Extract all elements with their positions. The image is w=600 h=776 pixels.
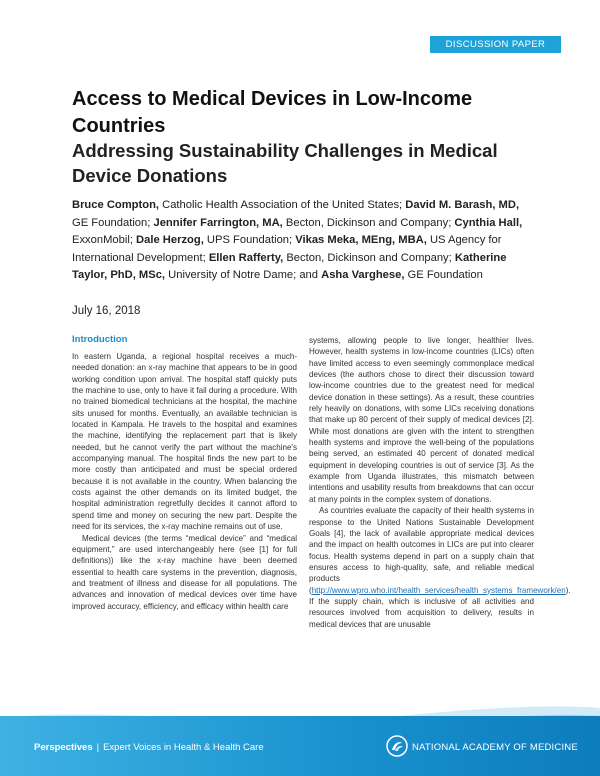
author-affiliation: Becton, Dickinson and Company; xyxy=(282,216,455,229)
author-name: Cynthia Hall, xyxy=(454,216,523,229)
footer-series xyxy=(34,742,264,753)
author-affiliation: US Agency for International Development; xyxy=(72,234,502,264)
paper-title: Access to Medical Devices in Low-Income Countries xyxy=(72,88,473,137)
author-name: Asha Varghese, xyxy=(321,269,405,282)
author-affiliation: UPS Foundation; xyxy=(203,234,296,247)
paper-subtitle: Addressing Sustainability Challenges in Medical Device Donations xyxy=(72,140,498,186)
author-name: Bruce Compton, xyxy=(72,199,160,211)
paragraph-text: ). If the supply chain, which is inclusive of all activities and resources involved from acquisition to delivery, results in medical devices that are unusable xyxy=(309,585,571,629)
author-list xyxy=(72,197,532,285)
publication-date: July 16, 2018 xyxy=(72,305,141,317)
author-name: Vikas Meka, MEng, MBA, xyxy=(295,234,427,247)
author-affiliation: University of Notre Dame; and xyxy=(165,269,322,282)
author-affiliation: ExxonMobil; xyxy=(72,234,137,247)
author-affiliation: GE Foundation; xyxy=(72,216,154,229)
author-name: David M. Barash, MD, xyxy=(405,199,520,211)
author-affiliation: GE Foundation xyxy=(404,269,483,282)
left-column xyxy=(72,334,297,612)
author-name: Dale Herzog, xyxy=(136,234,204,247)
author-name: Katherine Taylor, PhD, MSc, xyxy=(72,251,507,282)
author-name: Ellen Rafferty, xyxy=(208,251,284,264)
body-paragraph: systems, allowing people to live longer, healthier lives. However, health systems in low-income countries (LICs) often have limited access to even seemingly commonplace medical devices (the authors chose to direct their discussion toward low-income countries due to the greatest need for medical device donation in these settings). As a result, these countries rely heavily on donations, with some LICs receiving donations that make up 80 percent of their supply of medical devices [2]. While most donations are given with the intent to strengthen health systems and improve the well-being of the populations being served, an estimated 40 percent of donated medical equipment in developing countries is out of service [3]. As the example from Uganda illustrates, this mismatch between intentions and usability results from breakdowns that can occur at many points in the complex system of donations. xyxy=(309,336,534,504)
footer-tagline: Expert Voices in Health & Health Care xyxy=(103,742,264,753)
discussion-paper-badge: DISCUSSION PAPER xyxy=(430,36,561,53)
who-framework-link[interactable]: http://www.wpro.who.int/health_services/health_systems_framework/en xyxy=(311,585,566,595)
paragraph-text: As countries evaluate the capacity of their health systems in response to the United Nations Sustainable Development Goals [4], the lack of available appropriate medical devices and the impact on health outcomes in LICs are put into clearer focus. Health systems depend in part on a supply chain that ensures access to high-quality, safe, and reliable medical products ( xyxy=(309,506,534,595)
author-affiliation: Becton, Dickinson and Company; xyxy=(283,251,455,264)
right-column xyxy=(309,335,571,630)
body-paragraph xyxy=(309,505,571,630)
footer-brand: Perspectives xyxy=(34,742,93,753)
nam-seal-icon xyxy=(386,735,408,757)
footer-organization: NATIONAL ACADEMY OF MEDICINE xyxy=(412,742,578,753)
footer-separator: | xyxy=(96,742,100,753)
author-name: Jennifer Farrington, MA, xyxy=(153,216,283,229)
body-paragraph: Medical devices (the terms “medical device” and “medical equipment,” are used interchangeably here (see [1] for full definitions)) like the x-ray machine have been deemed essential to health care systems in the prevention, diagnosis, and treatment of illness and disease for all populations. The advances and innovation of medical devices over time have improved accuracy, efficiency, and efficacy within health care xyxy=(72,533,297,611)
section-heading-introduction: Introduction xyxy=(72,334,128,345)
author-affiliation: Catholic Health Association of the United States; xyxy=(159,199,406,211)
body-paragraph: In eastern Uganda, a regional hospital receives a much-needed donation: an x-ray machine that appears to be in good working condition upon arrival. The hospital staff quickly puts the machine to use, only to have it fail during a procedure. With no trained biomedical technicians at the hospital, the machine sits unused for months. Eventually, an available technician is located in Kampala. He travels to the hospital and examines the machine, identifying the replacement part that is likely needed, but he cannot verify the part without the machine's accompanying manual. The hospital finds the new part to be more costly than anticipated and must be special ordered because it is not available in the country. When balancing the costs against the other demands on its limited budget, the hospital administration regretfully decides it cannot afford to spend time and money on securing the new part. Despite the need for its services, the x-ray machine remains out of use. xyxy=(72,352,297,532)
